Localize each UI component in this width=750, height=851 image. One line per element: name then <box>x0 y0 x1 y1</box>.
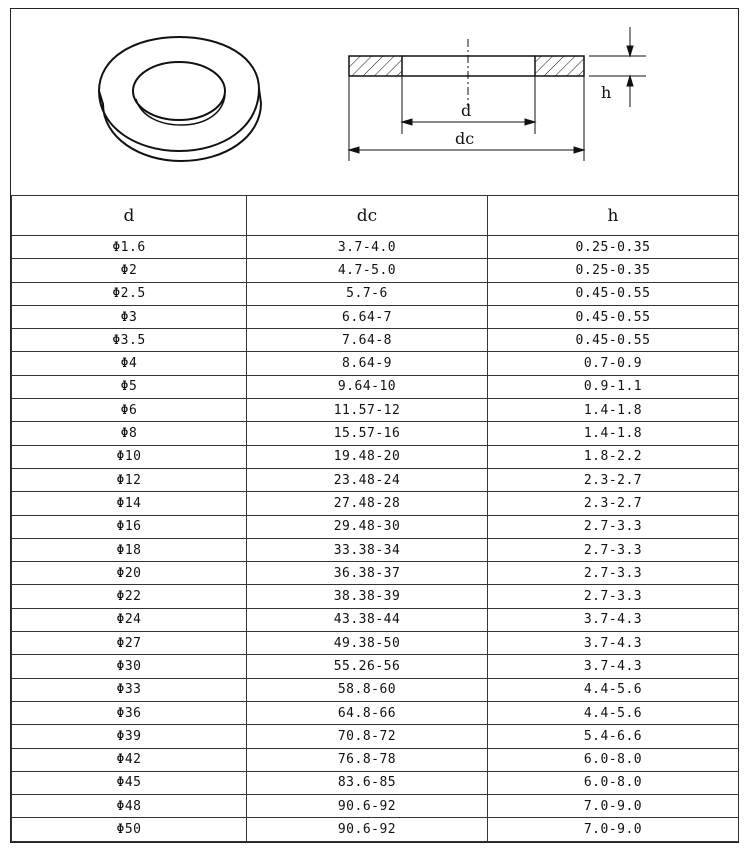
cell-h: 2.7-3.3 <box>488 538 739 561</box>
cell-dc: 38.38-39 <box>247 585 488 608</box>
cell-dc: 58.8-60 <box>247 678 488 701</box>
table-row <box>12 445 739 468</box>
cell-h: 0.25-0.35 <box>488 259 739 282</box>
cell-d: Φ50 <box>12 818 247 841</box>
cell-d: Φ48 <box>12 795 247 818</box>
table-row <box>12 422 739 445</box>
cell-h: 0.7-0.9 <box>488 352 739 375</box>
table-row <box>12 515 739 538</box>
cell-h: 2.3-2.7 <box>488 468 739 491</box>
table-row <box>12 399 739 422</box>
cell-dc: 27.48-28 <box>247 492 488 515</box>
cell-dc: 8.64-9 <box>247 352 488 375</box>
cell-d: Φ3.5 <box>12 329 247 352</box>
cell-dc: 7.64-8 <box>247 329 488 352</box>
cell-h: 3.7-4.3 <box>488 608 739 631</box>
cell-d: Φ14 <box>12 492 247 515</box>
table-row <box>12 608 739 631</box>
table-row <box>12 818 739 841</box>
column-header-d: d <box>12 196 247 236</box>
table-row <box>12 236 739 259</box>
cell-h: 6.0-8.0 <box>488 771 739 794</box>
cell-d: Φ1.6 <box>12 236 247 259</box>
cell-d: Φ16 <box>12 515 247 538</box>
cell-dc: 70.8-72 <box>247 725 488 748</box>
cell-h: 7.0-9.0 <box>488 818 739 841</box>
table-header-row <box>12 196 739 236</box>
cell-dc: 43.38-44 <box>247 608 488 631</box>
cell-d: Φ39 <box>12 725 247 748</box>
cell-h: 1.8-2.2 <box>488 445 739 468</box>
cell-dc: 15.57-16 <box>247 422 488 445</box>
cell-dc: 11.57-12 <box>247 399 488 422</box>
cell-h: 0.45-0.55 <box>488 305 739 328</box>
cell-h: 0.25-0.35 <box>488 236 739 259</box>
table-row <box>12 701 739 724</box>
cell-dc: 55.26-56 <box>247 655 488 678</box>
cell-dc: 9.64-10 <box>247 375 488 398</box>
table-row <box>12 632 739 655</box>
table-row <box>12 305 739 328</box>
cell-h: 6.0-8.0 <box>488 748 739 771</box>
table-row <box>12 329 739 352</box>
cell-h: 4.4-5.6 <box>488 701 739 724</box>
cell-dc: 90.6-92 <box>247 795 488 818</box>
cell-d: Φ2 <box>12 259 247 282</box>
cell-dc: 19.48-20 <box>247 445 488 468</box>
washer-dimension-table <box>11 195 739 842</box>
cell-d: Φ22 <box>12 585 247 608</box>
table-row <box>12 468 739 491</box>
cell-d: Φ12 <box>12 468 247 491</box>
table-row <box>12 771 739 794</box>
table-row <box>12 655 739 678</box>
cell-h: 0.9-1.1 <box>488 375 739 398</box>
washer-diagram <box>11 9 738 195</box>
cell-h: 1.4-1.8 <box>488 422 739 445</box>
cell-d: Φ5 <box>12 375 247 398</box>
cell-d: Φ33 <box>12 678 247 701</box>
cell-dc: 76.8-78 <box>247 748 488 771</box>
washer-drawing <box>11 9 738 195</box>
table-row <box>12 585 739 608</box>
table-row <box>12 282 739 305</box>
cell-d: Φ4 <box>12 352 247 375</box>
washer-3d-illustration <box>99 37 261 161</box>
table-row <box>12 748 739 771</box>
cell-d: Φ18 <box>12 538 247 561</box>
cell-h: 0.45-0.55 <box>488 282 739 305</box>
cell-dc: 64.8-66 <box>247 701 488 724</box>
table-row <box>12 375 739 398</box>
cell-h: 1.4-1.8 <box>488 399 739 422</box>
table-row <box>12 352 739 375</box>
cell-d: Φ2.5 <box>12 282 247 305</box>
cell-h: 7.0-9.0 <box>488 795 739 818</box>
table-row <box>12 259 739 282</box>
cell-d: Φ30 <box>12 655 247 678</box>
cell-h: 2.3-2.7 <box>488 492 739 515</box>
table-row <box>12 562 739 585</box>
cell-d: Φ6 <box>12 399 247 422</box>
cell-dc: 90.6-92 <box>247 818 488 841</box>
cell-dc: 49.38-50 <box>247 632 488 655</box>
cell-h: 2.7-3.3 <box>488 585 739 608</box>
cell-dc: 23.48-24 <box>247 468 488 491</box>
table-row <box>12 492 739 515</box>
cell-dc: 29.48-30 <box>247 515 488 538</box>
cell-dc: 3.7-4.0 <box>247 236 488 259</box>
cell-d: Φ27 <box>12 632 247 655</box>
column-header-h: h <box>488 196 739 236</box>
cell-d: Φ20 <box>12 562 247 585</box>
cell-dc: 83.6-85 <box>247 771 488 794</box>
column-header-dc: dc <box>247 196 488 236</box>
dimension-label-d: d <box>461 101 472 120</box>
dimension-label-h: h <box>601 83 612 102</box>
cell-d: Φ24 <box>12 608 247 631</box>
table-row <box>12 538 739 561</box>
table-row <box>12 725 739 748</box>
cell-h: 4.4-5.6 <box>488 678 739 701</box>
cell-h: 3.7-4.3 <box>488 632 739 655</box>
cell-h: 3.7-4.3 <box>488 655 739 678</box>
cell-dc: 6.64-7 <box>247 305 488 328</box>
table-row <box>12 795 739 818</box>
cell-d: Φ45 <box>12 771 247 794</box>
table-row <box>12 678 739 701</box>
cell-h: 0.45-0.55 <box>488 329 739 352</box>
cell-h: 5.4-6.6 <box>488 725 739 748</box>
dimension-label-dc: dc <box>455 129 475 148</box>
cell-d: Φ42 <box>12 748 247 771</box>
cell-dc: 33.38-34 <box>247 538 488 561</box>
cell-d: Φ8 <box>12 422 247 445</box>
cell-d: Φ36 <box>12 701 247 724</box>
spec-sheet <box>10 8 739 843</box>
cell-dc: 36.38-37 <box>247 562 488 585</box>
cell-dc: 4.7-5.0 <box>247 259 488 282</box>
cell-d: Φ10 <box>12 445 247 468</box>
cell-d: Φ3 <box>12 305 247 328</box>
cell-dc: 5.7-6 <box>247 282 488 305</box>
cell-h: 2.7-3.3 <box>488 515 739 538</box>
table-body <box>12 236 739 842</box>
cell-h: 2.7-3.3 <box>488 562 739 585</box>
